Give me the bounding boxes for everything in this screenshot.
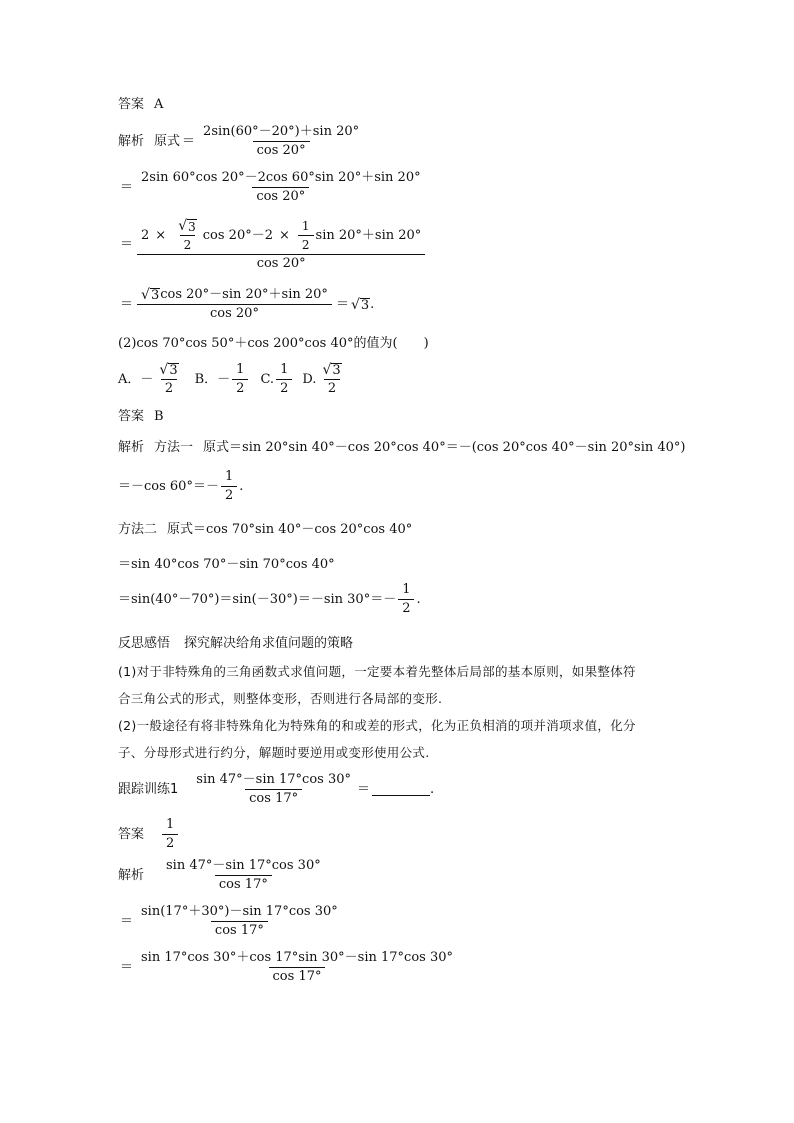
method-2-line-1: 方法二 原式＝cos 70°sin 40°－cos 20°cos 40° xyxy=(118,522,413,537)
answer-value: B xyxy=(154,409,164,424)
answer-line-1 xyxy=(118,97,163,113)
reflection-p2-line2: 子、分母形式进行约分，解题时要逆用或变形使用公式. xyxy=(118,745,430,760)
reflection-heading xyxy=(118,636,353,652)
method-2-label: 方法二 xyxy=(118,522,158,537)
option-b-label: B．－ xyxy=(194,371,231,387)
sqrt-icon: √ xyxy=(350,296,360,313)
method-1-label: 方法一 xyxy=(154,440,194,455)
solution-step-2 xyxy=(118,170,427,205)
equals-sign: ＝ xyxy=(182,133,196,149)
equals-sign: ＝ xyxy=(335,296,349,312)
method-2-line-3: ＝sin(40°－70°)＝sin(－30°)＝－sin 30°＝－ $\frac{1}{2}$ . xyxy=(118,582,421,616)
option-d-label: D. xyxy=(302,371,317,387)
sqrt-icon: √ xyxy=(141,287,150,303)
answer-fraction: $\frac{1}{2}$ xyxy=(162,817,178,852)
option-b-fraction: $\frac{1}{2}$ xyxy=(232,362,248,397)
answer-label: 答案 xyxy=(118,826,145,842)
solution-label: 解析 xyxy=(118,440,145,455)
reflection-p1-line2: 合三角公式的形式，则整体变形，否则进行各局部的变形. xyxy=(118,691,443,706)
fraction: $\frac{\sin 47^\circ-\sin 17^\circ\cos 30^\circ}{\cos 17^\circ}$ xyxy=(196,772,351,806)
sqrt-icon: √ xyxy=(322,362,332,378)
fraction: 2 × √ 3 2 cos 20°－2 × $\frac{1}{2}$ sin 20°＋sin 20° cos 20° xyxy=(137,218,425,272)
solution-step-4: ＝ √ 3 cos 20°－sin 20°＋sin 20° cos 20° ＝ √ 3 . xyxy=(120,287,375,321)
fraction: $\frac{\sin 17^\circ\cos 30^\circ+\cos 17^\circ\sin 30^\circ-\sin 17^\circ\cos 30^\circ}{\cos 17^\circ}$ xyxy=(141,950,454,984)
fraction: $\frac{2\sin 60^\circ\cos 20^\circ-2\cos 60^\circ\sin 20^\circ+\sin 20^\circ}{\cos 20^\circ}$ xyxy=(141,170,421,204)
method-2-line-2: ＝sin 40°cos 70°－sin 70°cos 40° xyxy=(118,557,335,572)
option-d-fraction: √ 3 2 xyxy=(322,362,341,396)
answer-label: 答案 xyxy=(118,97,145,112)
practice-label: 跟踪训练1 xyxy=(118,781,179,797)
equals-sign: ＝ xyxy=(120,179,134,195)
equals-sign: ＝ xyxy=(120,913,134,929)
root3-over-2: √ 3 2 xyxy=(178,218,196,252)
reflection-p2-line1: (2)一般途径有将非特殊角化为特殊角的和或差的形式，化为正负相消的项并消项求值，化分 xyxy=(118,718,636,733)
fraction: $\frac{1}{2}$ xyxy=(398,582,414,617)
fraction: $\frac{1}{2}$ xyxy=(221,469,237,504)
answer-blank xyxy=(372,783,430,796)
practice-step-1 xyxy=(118,858,327,893)
answer-label: 答案 xyxy=(118,409,145,424)
option-a-label: A．－ xyxy=(118,371,154,387)
equals-sign: ＝ xyxy=(120,959,134,975)
one-half: $\frac{1}{2}$ xyxy=(298,218,314,253)
question-2: (2)cos 70°cos 50°＋cos 200°cos 40°的值为( ) xyxy=(118,336,429,351)
result-root3: √ 3 xyxy=(350,296,370,313)
fraction: $\frac{\sin(17^\circ+30^\circ)-\sin 17^\circ\cos 30^\circ}{\cos 17^\circ}$ xyxy=(141,904,338,938)
sqrt-icon: √ xyxy=(159,362,169,378)
reflection-subtitle: 探究解决给角求值问题的策略 xyxy=(184,636,354,651)
reflection-title: 反思感悟 xyxy=(118,636,171,651)
solution-label: 解析 xyxy=(118,867,145,883)
fraction: $\frac{2\sin(60^\circ-20^\circ)+\sin 20^\circ}{\cos 20^\circ}$ xyxy=(203,124,360,158)
equals-sign: ＝ xyxy=(120,296,134,312)
answer-line-2 xyxy=(118,409,164,425)
fraction: $\frac{\sin 47^\circ-\sin 17^\circ\cos 30^\circ}{\cos 17^\circ}$ xyxy=(166,858,321,892)
option-a-fraction: √ 3 2 xyxy=(159,362,178,396)
reflection-p1-line1: (1)对于非特殊角的三角函数式求值问题，一定要本着先整体后局部的基本原则，如果整体符 xyxy=(118,664,636,679)
practice-step-2 xyxy=(118,904,344,939)
original-expression-label: 原式 xyxy=(154,133,181,149)
practice-step-3 xyxy=(118,950,459,985)
practice-problem: 跟踪训练1 $\frac{\sin 47^\circ-\sin 17^\circ\cos 30^\circ}{\cos 17^\circ}$ ＝ . xyxy=(118,772,435,806)
sqrt-icon: √ xyxy=(178,218,188,234)
option-c-fraction: $\frac{1}{2}$ xyxy=(276,362,292,397)
answer-value: A xyxy=(154,97,164,112)
equals-sign: ＝ xyxy=(120,237,134,252)
option-c-label: C. xyxy=(260,371,275,387)
solution-step-1 xyxy=(118,124,365,159)
question-2-options xyxy=(118,362,348,397)
solution-label: 解析 xyxy=(118,133,145,149)
practice-answer xyxy=(118,817,180,852)
method-1-line-2: ＝－cos 60°＝－ $\frac{1}{2}$ . xyxy=(118,469,244,503)
method-1-line-1: 解析 方法一 原式＝sin 20°sin 40°－cos 20°cos 40°＝－(cos 20°cos 40°－sin 20°sin 40°) xyxy=(118,440,686,455)
fraction: √ 3 cos 20°－sin 20°＋sin 20° cos 20° xyxy=(137,287,332,322)
solution-step-3 xyxy=(118,218,427,272)
